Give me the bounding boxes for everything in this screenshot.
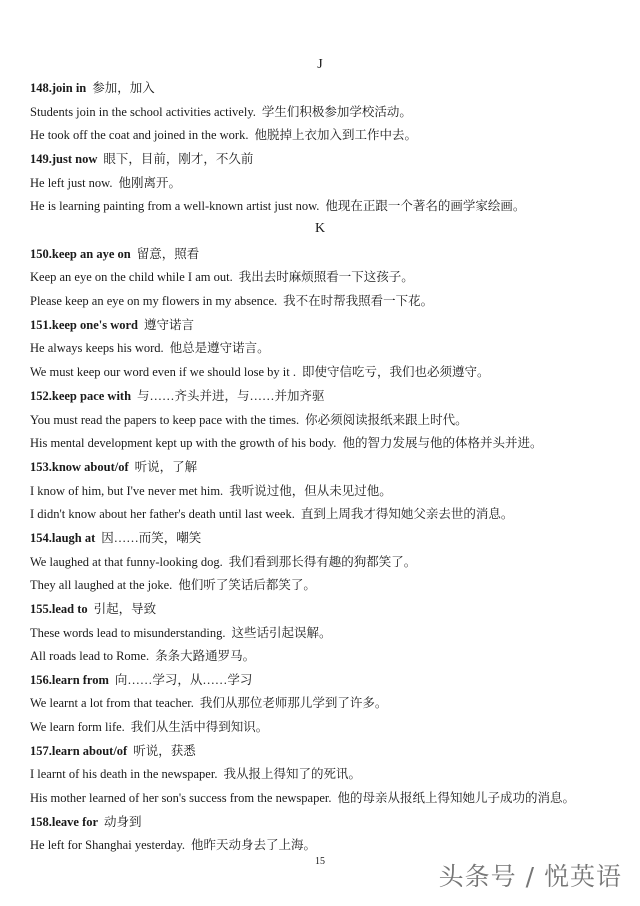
entry-154-phrase: 154.laugh at: [30, 531, 96, 545]
entry-158-heading: [30, 814, 630, 830]
entry-153-example-2: [30, 506, 630, 522]
entry-150-phrase: 150.keep an aye on: [30, 247, 131, 261]
example-english: All roads lead to Rome.: [30, 649, 150, 663]
example-chinese: 学生们积极参加学校活动。: [261, 105, 412, 119]
example-english: He always keeps his word.: [30, 341, 164, 355]
example-english: He took off the coat and joined in the work.: [30, 128, 249, 142]
example-english: We learnt a lot from that teacher.: [30, 696, 194, 710]
entry-157-phrase: 157.learn about/of: [30, 744, 128, 758]
example-english: These words lead to misunderstanding.: [30, 626, 226, 640]
example-chinese: 他昨天动身去了上海。: [191, 838, 317, 852]
entry-158-meaning: 动身到: [104, 815, 142, 829]
example-chinese: 他总是遵守诺言。: [169, 341, 270, 355]
entry-149-phrase: 149.just now: [30, 152, 98, 166]
entry-157-example-1: [30, 766, 630, 782]
example-english: They all laughed at the joke.: [30, 578, 173, 592]
entry-152-meaning: 与……齐头并进，与……并加齐驱: [137, 389, 325, 403]
example-english: He left for Shanghai yesterday.: [30, 838, 186, 852]
section-letter-k: K: [314, 221, 326, 236]
entry-152-heading: [30, 388, 630, 404]
example-english: He left just now.: [30, 176, 113, 190]
entry-156-phrase: 156.learn from: [30, 673, 109, 687]
section-letter-j: J: [317, 57, 323, 72]
example-english: We laughed at that funny-looking dog.: [30, 555, 223, 569]
entry-157-meaning: 听说，获悉: [133, 744, 196, 758]
example-english: His mother learned of her son's success from the newspaper.: [30, 791, 332, 805]
example-chinese: 直到上周我才得知她父亲去世的消息。: [300, 507, 514, 521]
page-number: 15: [315, 856, 325, 867]
entry-157-example-2: [30, 790, 630, 806]
entry-155-example-2: [30, 648, 630, 664]
entry-153-heading: [30, 459, 630, 475]
example-english: Keep an eye on the child while I am out.: [30, 270, 233, 284]
example-english: He is learning painting from a well-known artist just now.: [30, 199, 320, 213]
entry-156-heading: [30, 672, 630, 688]
example-english: We learn form life.: [30, 720, 125, 734]
entry-152-phrase: 152.keep pace with: [30, 389, 132, 403]
entry-150-example-1: [30, 269, 630, 285]
entry-153-example-1: [30, 483, 630, 499]
entry-148-example-2: [30, 127, 630, 143]
entry-149-example-1: [30, 175, 630, 191]
example-chinese: 我们从那位老师那儿学到了许多。: [199, 696, 388, 710]
example-chinese: 我不在时帮我照看一下花。: [283, 294, 434, 308]
entry-154-heading: [30, 530, 630, 546]
entry-156-example-2: [30, 719, 630, 735]
example-chinese: 他脱掉上衣加入到工作中去。: [254, 128, 417, 142]
entry-158-example-1: [30, 837, 630, 853]
example-english: I know of him, but I've never met him.: [30, 484, 224, 498]
entry-151-heading: [30, 317, 630, 333]
example-english: You must read the papers to keep pace with the times.: [30, 413, 300, 427]
entry-149-heading: [30, 151, 630, 167]
example-chinese: 他刚离开。: [118, 176, 182, 190]
entry-152-example-1: [30, 412, 630, 428]
example-chinese: 即使守信吃亏，我们也必须遵守。: [301, 365, 490, 379]
entry-151-meaning: 遵守诺言: [144, 318, 195, 332]
example-chinese: 我们看到那长得有趣的狗都笑了。: [228, 555, 417, 569]
example-english: I didn't know about her father's death until last week.: [30, 507, 295, 521]
example-chinese: 我们从生活中得到知识。: [130, 720, 269, 734]
source-watermark: 头条号 / 悦英语: [438, 862, 622, 891]
entry-150-heading: [30, 246, 630, 262]
entry-150-meaning: 留意，照看: [136, 247, 200, 261]
example-chinese: 我从报上得知了的死讯。: [223, 767, 361, 781]
example-chinese: 这些话引起误解。: [231, 626, 332, 640]
entry-156-meaning: 向……学习，从……学习: [114, 673, 253, 687]
example-english: We must keep our word even if we should lose by it .: [30, 365, 296, 379]
example-chinese: 我听说过他，但从未见过他。: [229, 484, 392, 498]
example-chinese: 他现在正跟一个著名的画学家绘画。: [325, 199, 526, 213]
entry-149-meaning: 眼下，目前，刚才，不久前: [103, 152, 254, 166]
example-chinese: 他的母亲从报纸上得知她儿子成功的消息。: [337, 791, 575, 805]
entry-149-example-2: [30, 198, 630, 214]
example-english: Please keep an eye on my flowers in my absence.: [30, 294, 278, 308]
entry-151-example-1: [30, 340, 630, 356]
example-chinese: 条条大路通罗马。: [155, 649, 256, 663]
example-english: His mental development kept up with the growth of his body.: [30, 436, 337, 450]
entry-155-example-1: [30, 625, 630, 641]
example-chinese: 他的智力发展与他的体格并头并进。: [342, 436, 543, 450]
entry-148-heading: [30, 80, 630, 96]
entry-156-example-1: [30, 695, 630, 711]
entry-155-heading: [30, 601, 630, 617]
example-english: Students join in the school activities actively.: [30, 105, 256, 119]
entry-148-phrase: 148.join in: [30, 81, 87, 95]
entry-151-phrase: 151.keep one's word: [30, 318, 138, 332]
entry-148-meaning: 参加，加入: [92, 81, 155, 95]
entry-154-example-2: [30, 577, 630, 593]
example-chinese: 你必须阅读报纸来跟上时代。: [305, 413, 468, 427]
entry-148-example-1: [30, 104, 630, 120]
entry-155-phrase: 155.lead to: [30, 602, 88, 616]
entry-150-example-2: [30, 293, 630, 309]
entry-153-phrase: 153.know about/of: [30, 460, 129, 474]
entry-158-phrase: 158.leave for: [30, 815, 99, 829]
entry-154-example-1: [30, 554, 630, 570]
entry-157-heading: [30, 743, 630, 759]
entry-154-meaning: 因……而笑，嘲笑: [101, 531, 202, 545]
example-chinese: 我出去时麻烦照看一下这孩子。: [238, 270, 414, 284]
entry-153-meaning: 听说，了解: [134, 460, 198, 474]
example-english: I learnt of his death in the newspaper.: [30, 767, 218, 781]
entry-152-example-2: [30, 435, 630, 451]
entry-151-example-2: [30, 364, 630, 380]
example-chinese: 他们听了笑话后都笑了。: [178, 578, 316, 592]
entry-155-meaning: 引起，导致: [93, 602, 157, 616]
